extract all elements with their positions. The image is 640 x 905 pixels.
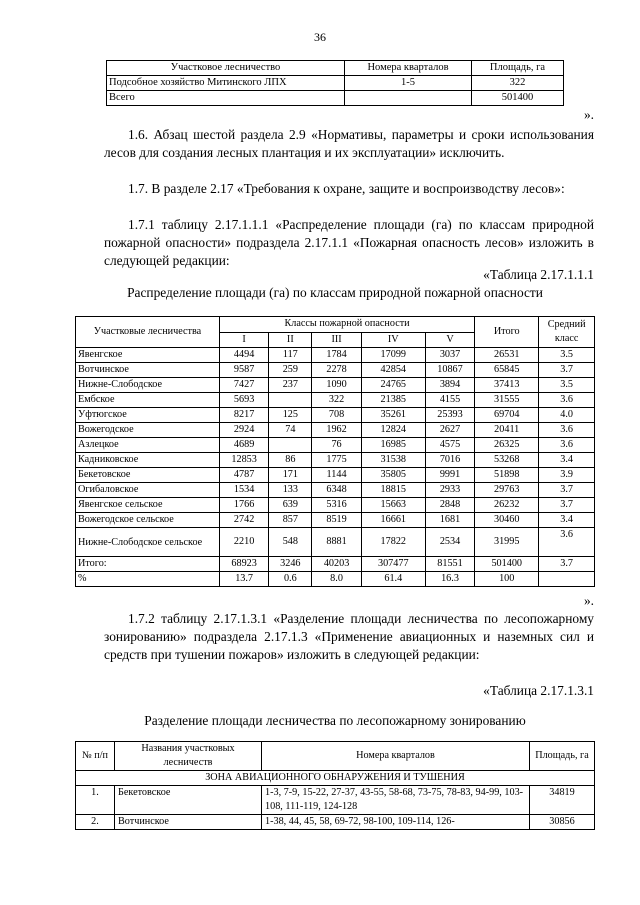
closing-quote: ». — [583, 593, 594, 608]
cell-forestry: Кадниковское — [76, 453, 220, 468]
cell-value: 6348 — [312, 483, 361, 498]
paragraph-1-7-1: 1.7.1 таблицу 2.17.1.1.1 «Распределение площади (га) по классам природной пожарной опасности» подраздела 2.17.1.1 «Пожарная опасность лесов» изложить в следующей редакции: — [104, 217, 594, 268]
cell-value: 117 — [269, 348, 312, 363]
cell-value: 40203 — [312, 557, 361, 572]
cell-forestry: Подсобное хозяйство Митинского ЛПХ — [107, 76, 345, 91]
cell-value: 3.9 — [539, 468, 595, 483]
header-total: Итого — [475, 317, 539, 348]
table-row — [76, 786, 595, 815]
cell-value: 1784 — [312, 348, 361, 363]
cell-value: 26531 — [475, 348, 539, 363]
cell-forestry: Вожегодское — [76, 423, 220, 438]
table-row — [76, 363, 595, 378]
paragraph-1-7: 1.7. В разделе 2.17 «Требования к охране, защите и воспроизводству лесов»: — [128, 181, 565, 196]
table-header-row — [107, 61, 564, 76]
cell-value: 16661 — [361, 513, 425, 528]
paragraph-1-7-2: 1.7.2 таблицу 2.17.1.3.1 «Разделение площади лесничества по лесопожарному зонированию» подраздела 2.17.1.3 «Применение авиационных и наземных сил и средств при тушении пожаров» изложить в следующей редакции: — [104, 611, 594, 662]
fire-zoning-table — [75, 741, 595, 830]
cell-area: 322 — [472, 76, 564, 91]
table-row — [76, 572, 595, 587]
header-quarters: Номера кварталов — [262, 742, 530, 771]
header-name: Названия участковых лесничеств — [115, 742, 262, 771]
cell-value: 65845 — [475, 363, 539, 378]
cell-value: 53268 — [475, 453, 539, 468]
cell-value: 708 — [312, 408, 361, 423]
table-row — [76, 393, 595, 408]
cell-name: Вотчинское — [115, 815, 262, 830]
cell-value: 15663 — [361, 498, 425, 513]
cell-value: 307477 — [361, 557, 425, 572]
cell-value: 8217 — [219, 408, 268, 423]
cell-value: 30460 — [475, 513, 539, 528]
cell-value: 2933 — [425, 483, 474, 498]
cell-value: 81551 — [425, 557, 474, 572]
header-class-1: I — [219, 332, 268, 348]
cell-value: 61.4 — [361, 572, 425, 587]
page-number: 36 — [314, 30, 326, 44]
cell-forestry: Ембское — [76, 393, 220, 408]
cell-value: 2627 — [425, 423, 474, 438]
table-title: Распределение площади (га) по классам природной пожарной опасности — [127, 285, 543, 300]
cell-value: 3246 — [269, 557, 312, 572]
cell-value: 2278 — [312, 363, 361, 378]
table-row — [76, 528, 595, 557]
table-row — [76, 815, 595, 830]
cell-value: 35805 — [361, 468, 425, 483]
cell-no: 2. — [76, 815, 115, 830]
header-area: Площадь, га — [472, 61, 564, 76]
cell-value: 4155 — [425, 393, 474, 408]
cell-value: 3037 — [425, 348, 474, 363]
table-row — [107, 76, 564, 91]
cell-value: 501400 — [475, 557, 539, 572]
cell-value: 1681 — [425, 513, 474, 528]
header-avg-class: Средний класс — [539, 317, 595, 348]
cell-value: 2742 — [219, 513, 268, 528]
table-reference: «Таблица 2.17.1.1.1 — [483, 267, 594, 282]
cell-value: 25393 — [425, 408, 474, 423]
cell-value: 10867 — [425, 363, 474, 378]
header-forestry: Участковое лесничество — [107, 61, 345, 76]
cell-value: 12824 — [361, 423, 425, 438]
cell-value: 3.6 — [539, 438, 595, 453]
cell-forestry: Нижне-Слободское — [76, 378, 220, 393]
cell-quarters: 1-5 — [345, 76, 472, 91]
cell-value: 37413 — [475, 378, 539, 393]
cell-value: 17822 — [361, 528, 425, 557]
cell-value: 259 — [269, 363, 312, 378]
cell-forestry: Азлецкое — [76, 438, 220, 453]
cell-value: 1090 — [312, 378, 361, 393]
cell-value: 3.4 — [539, 513, 595, 528]
table-title: Разделение площади лесничества по лесопожарному зонированию — [144, 713, 526, 728]
table-forestry-summary — [106, 60, 564, 106]
cell-value: 5316 — [312, 498, 361, 513]
cell-value: 1962 — [312, 423, 361, 438]
cell-value: 3.7 — [539, 498, 595, 513]
header-class-2: II — [269, 332, 312, 348]
cell-value: 17099 — [361, 348, 425, 363]
cell-area: 34819 — [530, 786, 595, 815]
cell-value: 31995 — [475, 528, 539, 557]
cell-forestry: Явенгское сельское — [76, 498, 220, 513]
table-row — [76, 423, 595, 438]
table-row — [76, 348, 595, 363]
cell-forestry: % — [76, 572, 220, 587]
cell-value: 3.7 — [539, 483, 595, 498]
cell-value: 4689 — [219, 438, 268, 453]
cell-value: 24765 — [361, 378, 425, 393]
cell-value: 31555 — [475, 393, 539, 408]
cell-value: 2210 — [219, 528, 268, 557]
cell-value: 29763 — [475, 483, 539, 498]
cell-value: 8.0 — [312, 572, 361, 587]
cell-value: 133 — [269, 483, 312, 498]
cell-value: 1144 — [312, 468, 361, 483]
cell-value: 7427 — [219, 378, 268, 393]
cell-value: 18815 — [361, 483, 425, 498]
table-row — [107, 91, 564, 106]
cell-value: 322 — [312, 393, 361, 408]
cell-forestry: Уфтюгское — [76, 408, 220, 423]
cell-value: 4.0 — [539, 408, 595, 423]
cell-value: 0.6 — [269, 572, 312, 587]
cell-value: 3.5 — [539, 378, 595, 393]
zone-row — [76, 771, 595, 786]
cell-value: 86 — [269, 453, 312, 468]
cell-value: 12853 — [219, 453, 268, 468]
header-forestry: Участковые лесничества — [76, 317, 220, 348]
cell-value: 9991 — [425, 468, 474, 483]
cell-value: 42854 — [361, 363, 425, 378]
cell-value: 639 — [269, 498, 312, 513]
cell-quarters — [345, 91, 472, 106]
cell-no: 1. — [76, 786, 115, 815]
cell-value: 4575 — [425, 438, 474, 453]
cell-value: 51898 — [475, 468, 539, 483]
table-header-row — [76, 742, 595, 771]
header-quarters: Номера кварталов — [345, 61, 472, 76]
cell-quarters: 1-38, 44, 45, 58, 69-72, 98-100, 109-114, 126- — [262, 815, 530, 830]
table-row — [76, 513, 595, 528]
zone-label: ЗОНА АВИАЦИОННОГО ОБНАРУЖЕНИЯ И ТУШЕНИЯ — [76, 771, 595, 786]
cell-value: 16985 — [361, 438, 425, 453]
cell-value: 1775 — [312, 453, 361, 468]
cell-value: 8519 — [312, 513, 361, 528]
cell-value: 1534 — [219, 483, 268, 498]
cell-value: 16.3 — [425, 572, 474, 587]
header-class-5: V — [425, 332, 474, 348]
cell-value: 2924 — [219, 423, 268, 438]
cell-forestry: Всего — [107, 91, 345, 106]
table-row — [76, 483, 595, 498]
cell-quarters: 1-3, 7-9, 15-22, 27-37, 43-55, 58-68, 73-75, 78-83, 94-99, 103-108, 111-119, 124-128 — [262, 786, 530, 815]
cell-value: 3.7 — [539, 363, 595, 378]
cell-value: 21385 — [361, 393, 425, 408]
cell-value — [269, 393, 312, 408]
cell-value: 26232 — [475, 498, 539, 513]
cell-value: 3.5 — [539, 348, 595, 363]
cell-value: 3.4 — [539, 453, 595, 468]
closing-quote: ». — [583, 107, 594, 122]
cell-area: 30856 — [530, 815, 595, 830]
cell-value: 5693 — [219, 393, 268, 408]
cell-value: 4494 — [219, 348, 268, 363]
table-header-row — [76, 317, 595, 333]
cell-value — [539, 572, 595, 587]
cell-value: 7016 — [425, 453, 474, 468]
cell-forestry: Вотчинское — [76, 363, 220, 378]
table-row — [76, 438, 595, 453]
cell-value: 31538 — [361, 453, 425, 468]
cell-value: 8881 — [312, 528, 361, 557]
cell-forestry: Бекетовское — [76, 468, 220, 483]
cell-value: 9587 — [219, 363, 268, 378]
cell-value — [269, 438, 312, 453]
table-row — [76, 498, 595, 513]
cell-forestry: Вожегодское сельское — [76, 513, 220, 528]
cell-forestry: Итого: — [76, 557, 220, 572]
header-area: Площадь, га — [530, 742, 595, 771]
fire-danger-table — [75, 316, 595, 587]
cell-value: 3.7 — [539, 557, 595, 572]
cell-value: 26325 — [475, 438, 539, 453]
cell-value: 3.6 — [539, 393, 595, 408]
cell-value: 20411 — [475, 423, 539, 438]
table-reference: «Таблица 2.17.1.3.1 — [483, 683, 594, 698]
cell-value: 76 — [312, 438, 361, 453]
table-row — [76, 557, 595, 572]
cell-value: 1766 — [219, 498, 268, 513]
cell-value: 13.7 — [219, 572, 268, 587]
cell-forestry: Нижне-Слободское сельское — [76, 528, 220, 557]
cell-value: 68923 — [219, 557, 268, 572]
cell-value: 548 — [269, 528, 312, 557]
cell-value: 2848 — [425, 498, 474, 513]
table-row — [76, 408, 595, 423]
header-classes: Классы пожарной опасности — [219, 317, 474, 333]
cell-name: Бекетовское — [115, 786, 262, 815]
cell-value: 2534 — [425, 528, 474, 557]
cell-value: 857 — [269, 513, 312, 528]
table-row — [76, 378, 595, 393]
cell-value: 74 — [269, 423, 312, 438]
cell-value: 4787 — [219, 468, 268, 483]
cell-value: 171 — [269, 468, 312, 483]
cell-value: 35261 — [361, 408, 425, 423]
cell-value: 100 — [475, 572, 539, 587]
cell-value: 125 — [269, 408, 312, 423]
cell-value: 3.6 — [539, 528, 595, 557]
header-no: № п/п — [76, 742, 115, 771]
cell-forestry: Явенгское — [76, 348, 220, 363]
cell-value: 69704 — [475, 408, 539, 423]
cell-value: 237 — [269, 378, 312, 393]
header-class-4: IV — [361, 332, 425, 348]
cell-forestry: Огибаловское — [76, 483, 220, 498]
cell-value: 3.6 — [539, 423, 595, 438]
header-class-3: III — [312, 332, 361, 348]
paragraph-1-6: 1.6. Абзац шестой раздела 2.9 «Нормативы, параметры и сроки использования лесов для создания лесных плантация и их эксплуатации» исключить. — [104, 127, 594, 160]
cell-area: 501400 — [472, 91, 564, 106]
table-row — [76, 453, 595, 468]
cell-value: 3894 — [425, 378, 474, 393]
table-row — [76, 468, 595, 483]
